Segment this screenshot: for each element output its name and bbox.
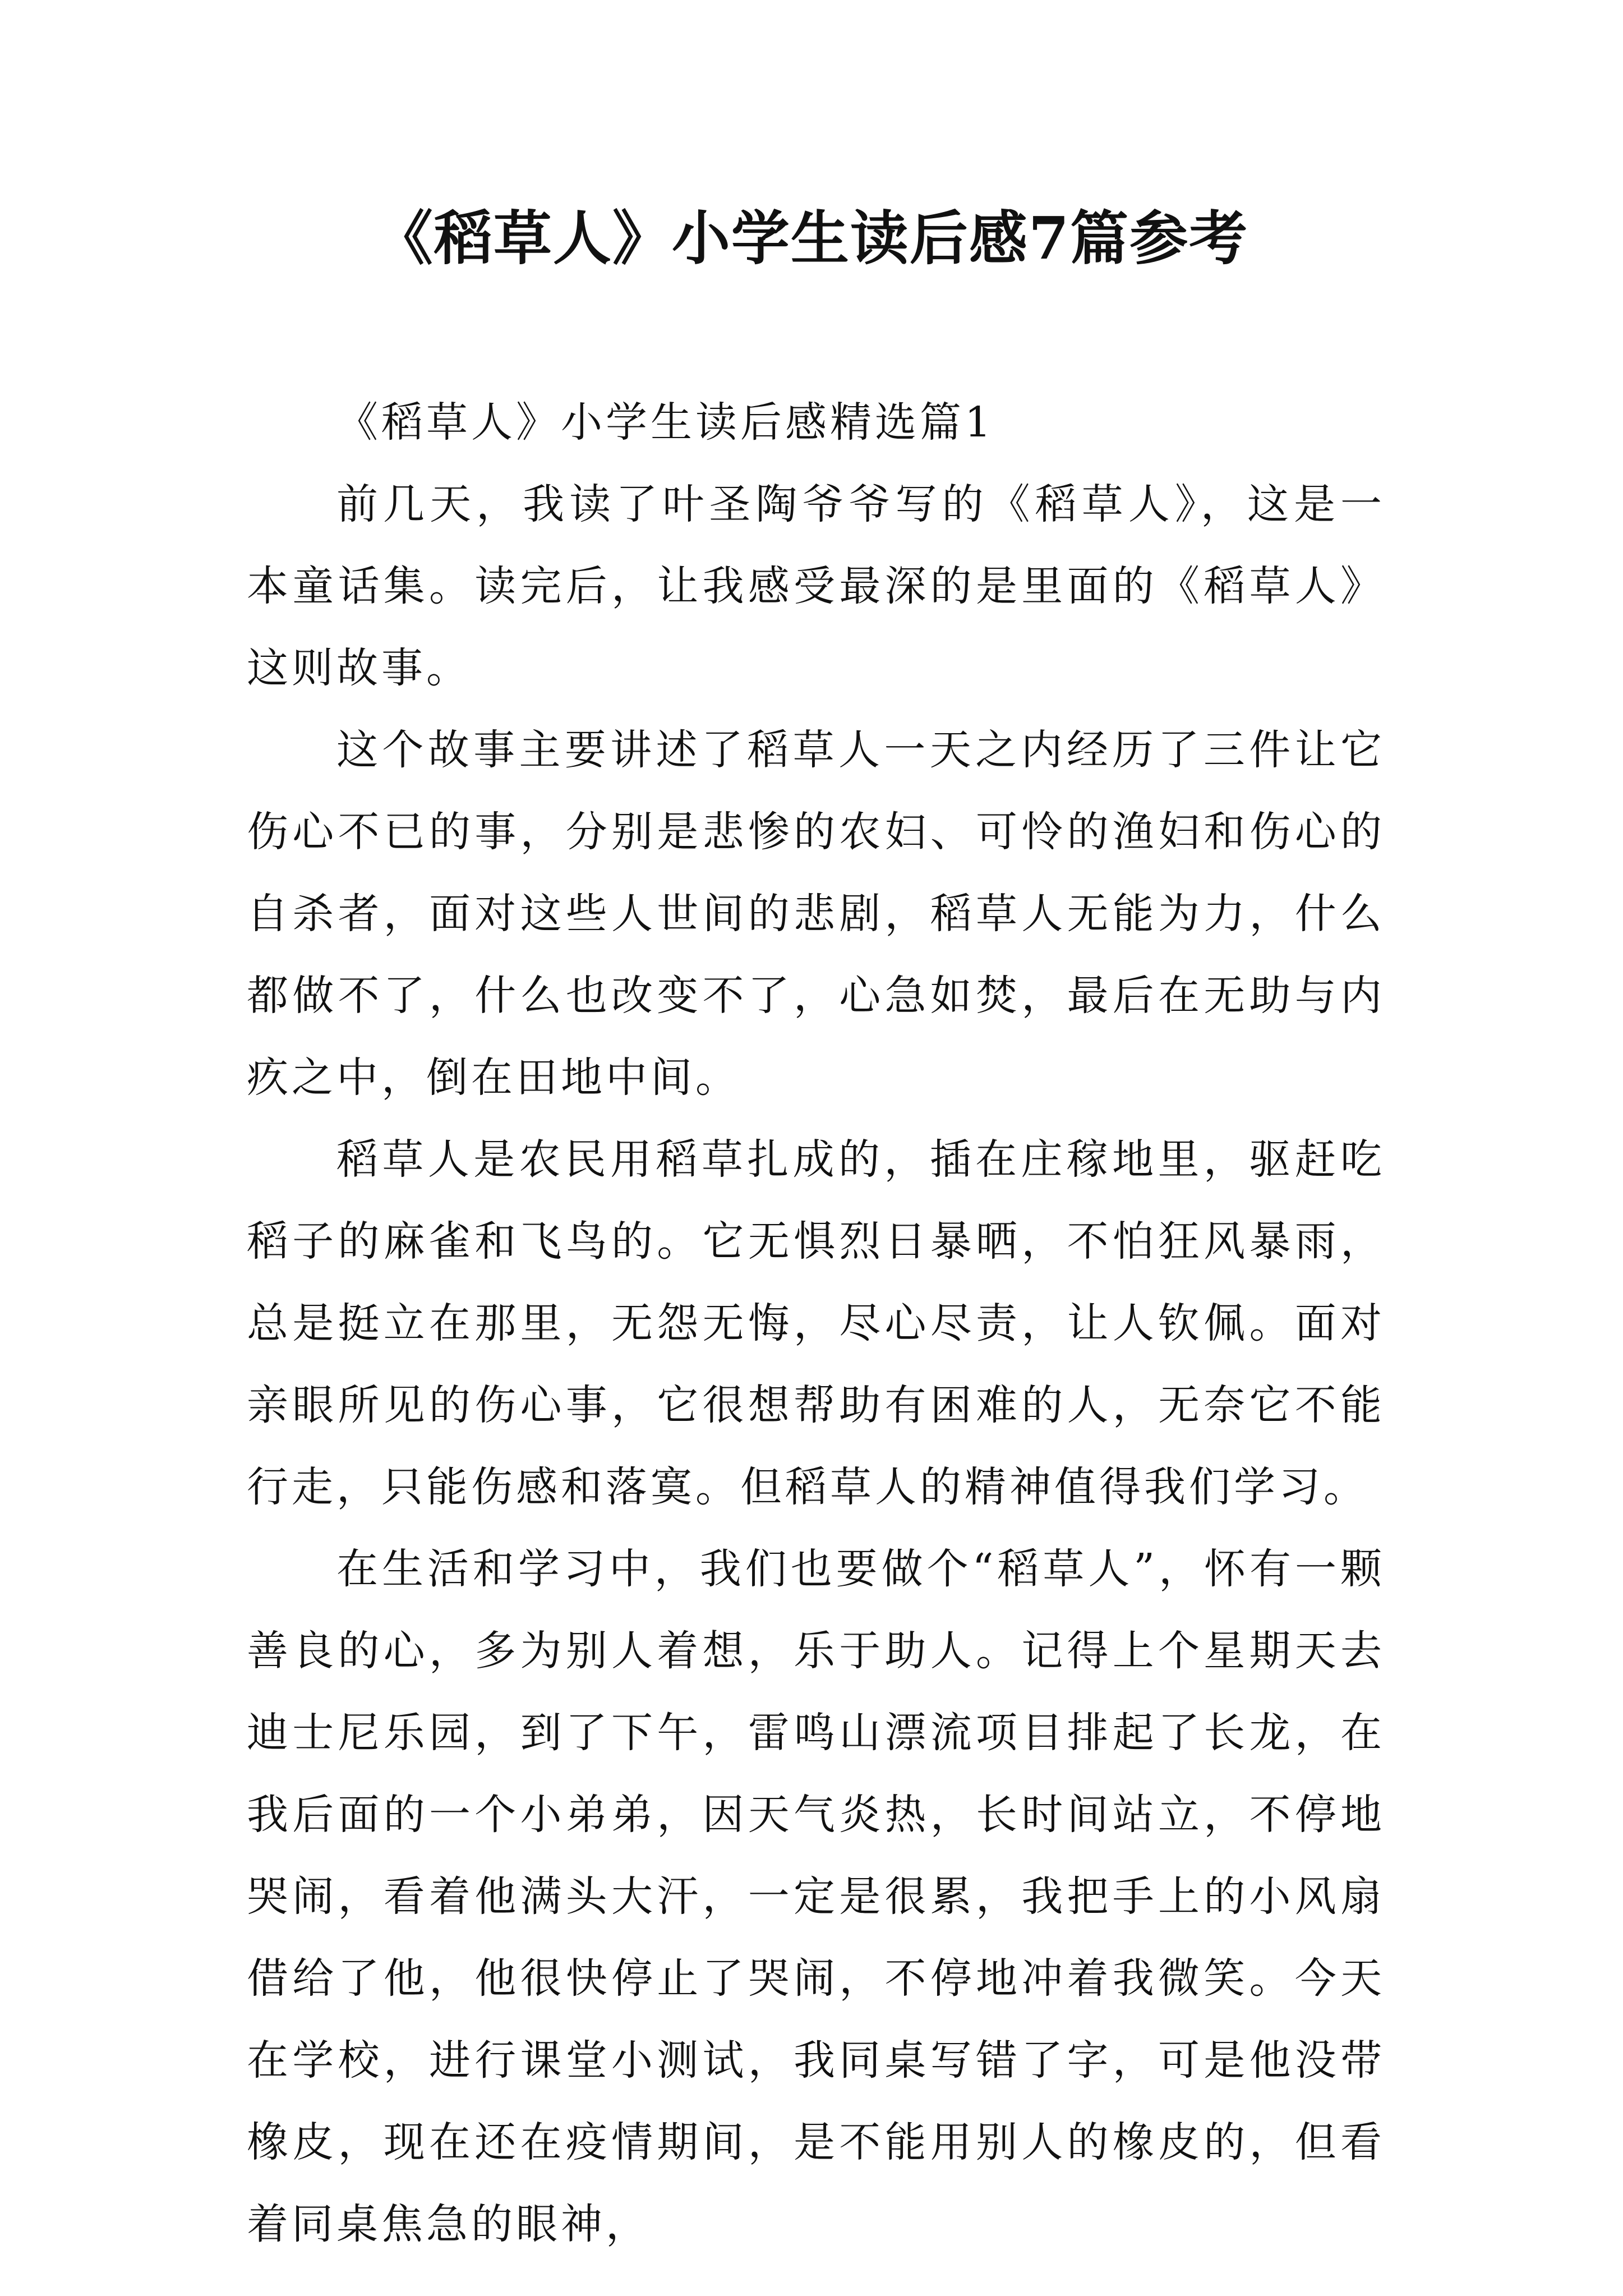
document-title: 《稻草人》小学生读后感7篇参考 bbox=[374, 204, 1249, 273]
document-body bbox=[247, 381, 1385, 2265]
paragraph-3: 稻草人是农民用稻草扎成的，插在庄稼地里，驱赶吃稻子的麻雀和飞鸟的。它无惧烈日暴晒，不怕狂风暴雨，总是挺立在那里，无怨无悔，尽心尽责，让人钦佩。面对亲眼所见的伤心事，它很想帮助有困难的人，无奈它不能行走，只能伤感和落寞。但稻草人的精神值得我们学习。 bbox=[247, 1135, 1385, 1511]
paragraph-4: 在生活和学习中，我们也要做个“稻草人”，怀有一颗善良的心，多为别人着想，乐于助人。记得上个星期天去迪士尼乐园，到了下午，雷鸣山漂流项目排起了长龙，在我后面的一个小弟弟，因天气炎热，长时间站立，不停地哭闹，看着他满头大汗，一定是很累，我把手上的小风扇借给了他，他很快停止了哭闹，不停地冲着我微笑。今天在学校，进行课堂小测试，我同桌写错了字，可是他没带橡皮，现在还在疫情期间，是不能用别人的橡皮的，但看着同桌焦急的眼神， bbox=[247, 1545, 1385, 2248]
paragraph-2: 这个故事主要讲述了稻草人一天之内经历了三件让它伤心不已的事，分别是悲惨的农妇、可怜的渔妇和伤心的自杀者，面对这些人世间的悲剧，稻草人无能为力，什么都做不了，什么也改变不了，心急如焚，最后在无助与内疚之中，倒在田地中间。 bbox=[247, 726, 1385, 1102]
paragraph-1: 前几天，我读了叶圣陶爷爷写的《稻草人》，这是一本童话集。读完后，让我感受最深的是里面的《稻草人》这则故事。 bbox=[247, 480, 1385, 692]
section-heading: 《稻草人》小学生读后感精选篇1 bbox=[336, 398, 995, 447]
